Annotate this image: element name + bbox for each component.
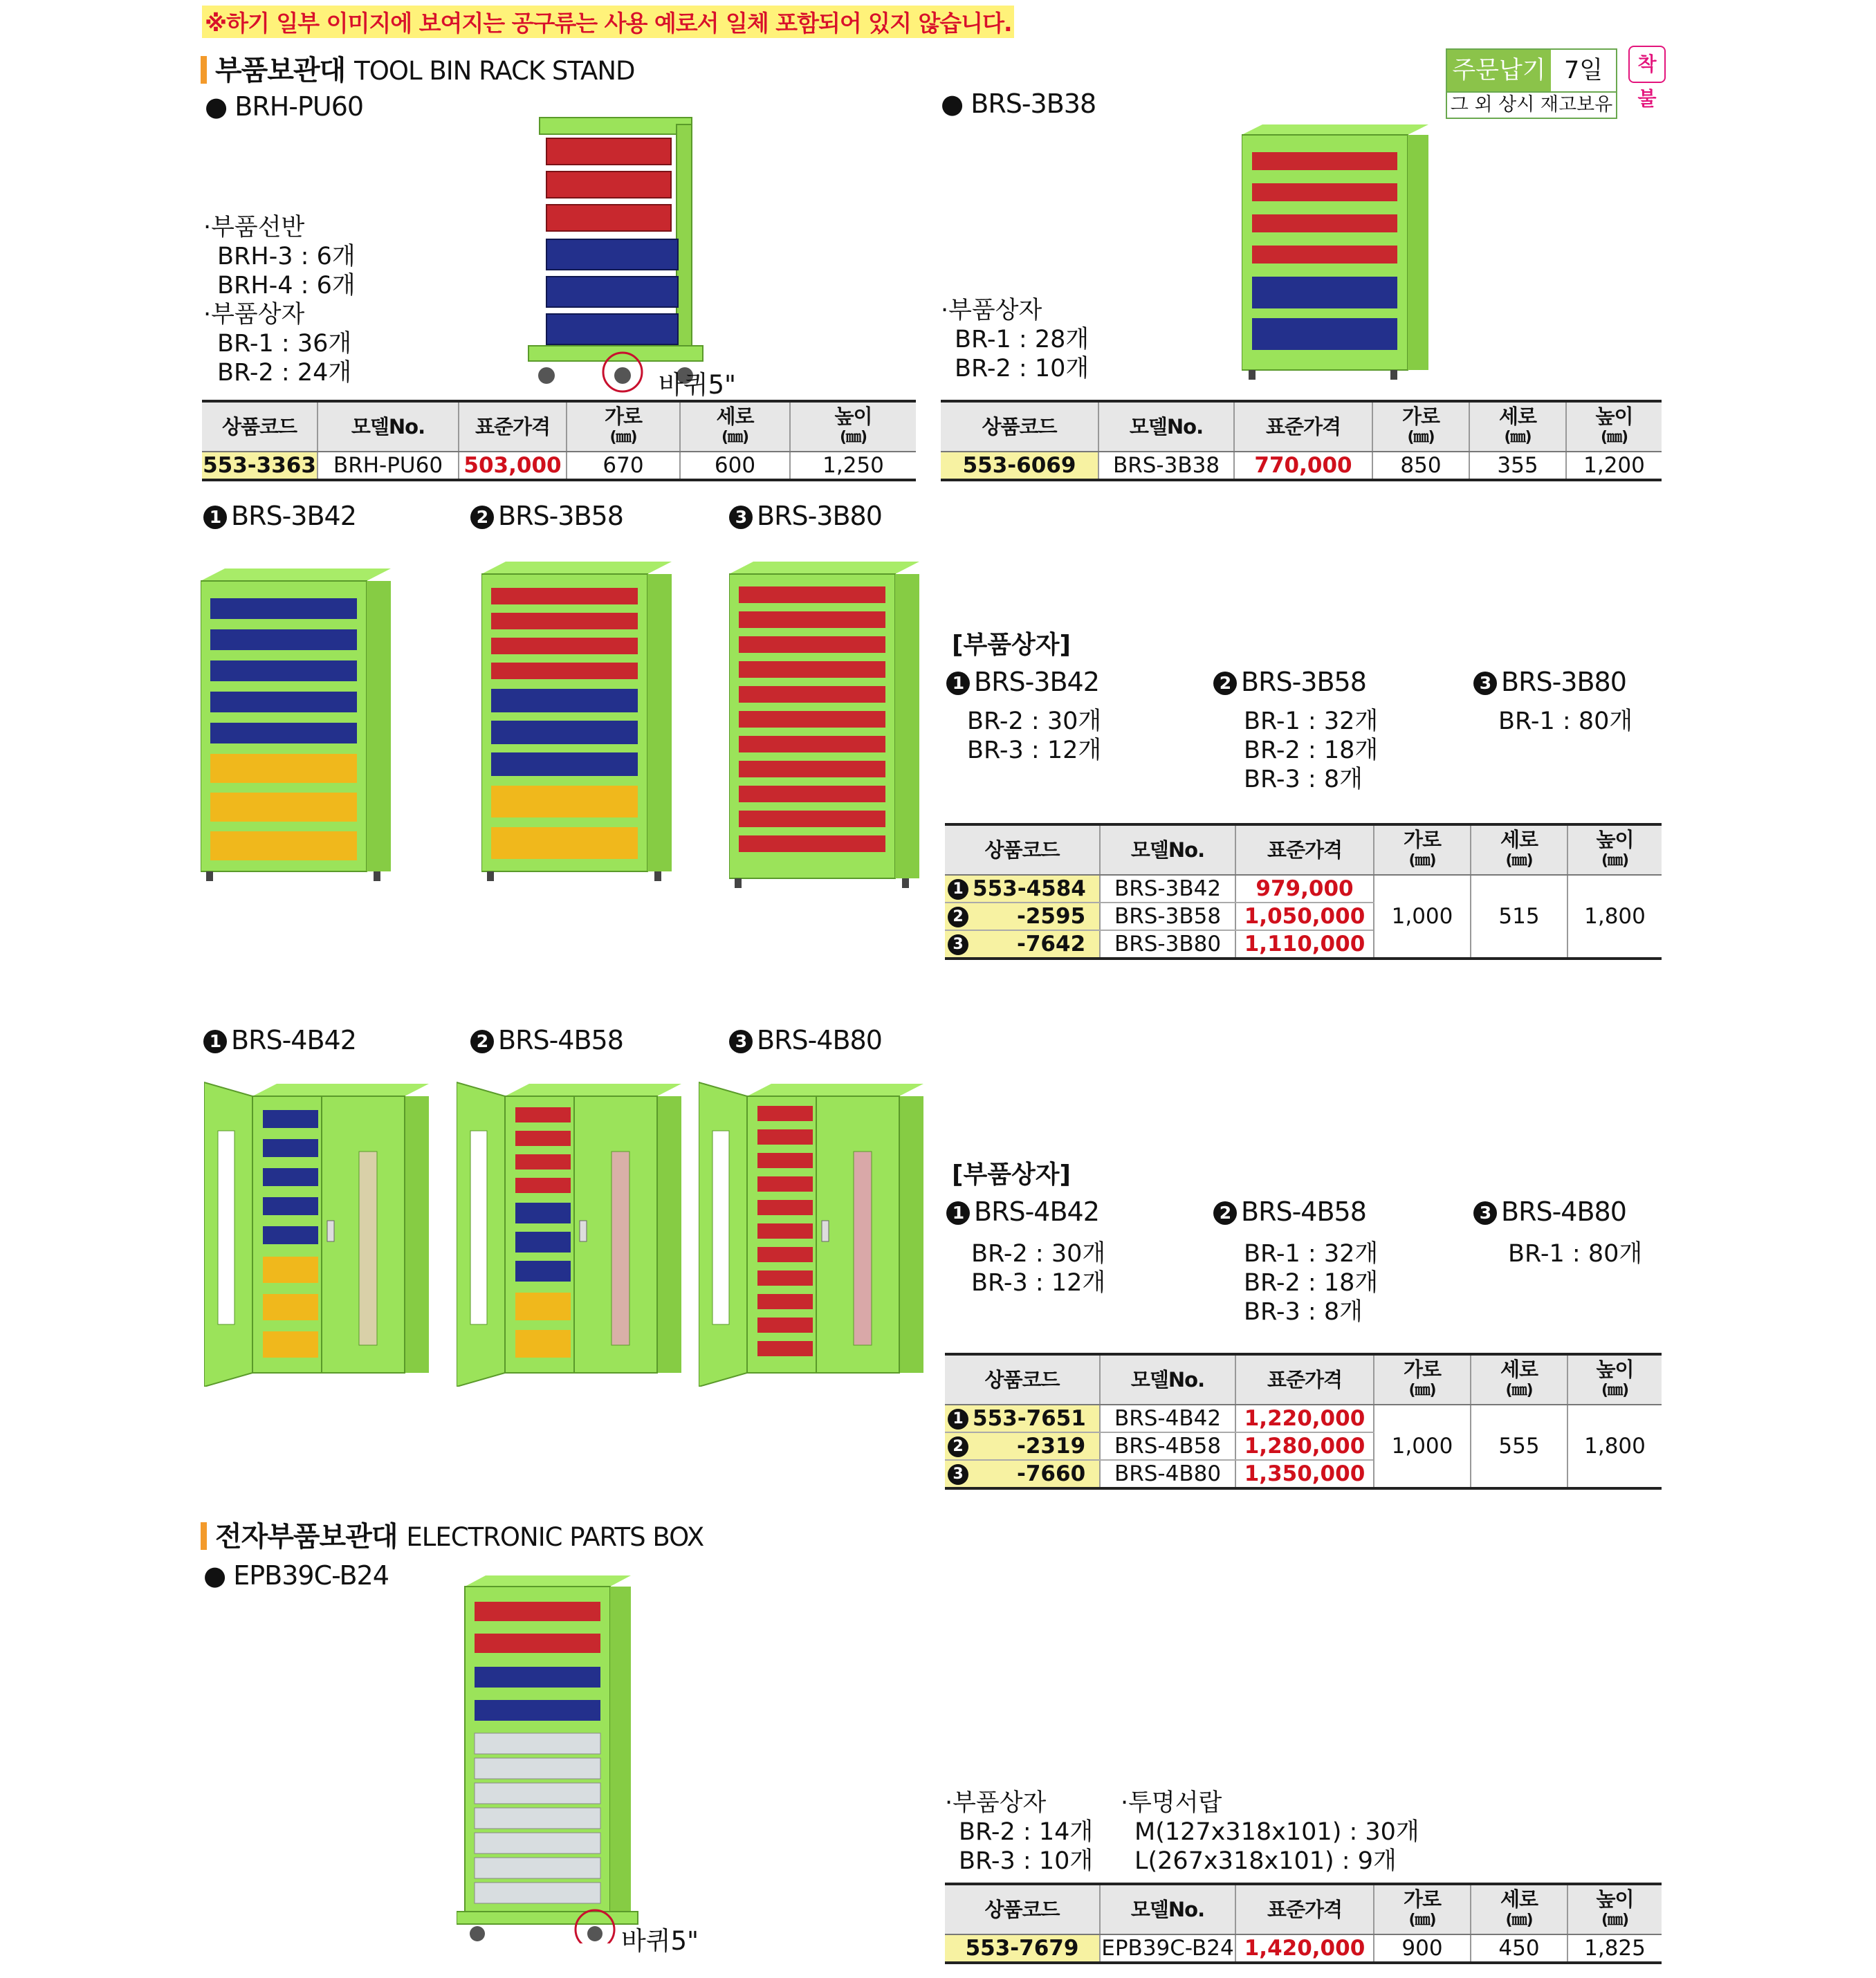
row-num: 1: [948, 1409, 968, 1430]
th-h-label: 높이: [1596, 1887, 1634, 1911]
th-price: 표준가격: [459, 401, 567, 452]
spec-line: ·부품선반: [203, 214, 305, 241]
price: 979,000: [1235, 875, 1374, 903]
model-name: BRH-PU60: [234, 91, 364, 122]
model-no: BRS-3B80: [1100, 930, 1235, 959]
price: 1,110,000: [1235, 930, 1374, 959]
model-name: BRS-3B42: [231, 501, 356, 531]
num-3: 3: [729, 506, 753, 529]
th-d-label: 세로: [716, 404, 754, 428]
th-unit: (㎜): [1407, 428, 1435, 446]
depth: 515: [1471, 875, 1567, 959]
model-name: BRS-3B80: [757, 501, 882, 531]
spec-epb-bins: [945, 1788, 1093, 1876]
depth: 600: [680, 452, 790, 480]
th-model: 모델No.: [318, 401, 459, 452]
table-row: [945, 875, 1662, 903]
model-no: EPB39C-B24: [1100, 1934, 1235, 1963]
code-text: 553-4584: [973, 876, 1086, 901]
bins4-model-1: [946, 1196, 1099, 1227]
th-unit: (㎜): [1601, 1381, 1629, 1399]
th-d: [1471, 1354, 1567, 1405]
bin-line: BR-1 : 32개: [1244, 1240, 1379, 1268]
row-num: 3: [948, 934, 968, 955]
model-no: BRS-3B38: [1098, 452, 1234, 480]
table-brs-3b38: [941, 400, 1662, 481]
th-w: [1374, 1884, 1471, 1934]
bins4-list-3: [1508, 1239, 1642, 1268]
bins-model-3: [1473, 667, 1626, 697]
spec-line: ·투명서랍: [1121, 1789, 1222, 1817]
width: 1,000: [1374, 875, 1471, 959]
th-h-label: 높이: [1596, 1357, 1634, 1381]
wheel-label-epb: 바퀴5": [621, 1926, 699, 1956]
num-3: 3: [729, 1030, 753, 1053]
model-no: BRH-PU60: [318, 452, 459, 480]
table-group4: [945, 1353, 1662, 1490]
code-text: -2595: [1017, 904, 1086, 929]
delivery-badge: [1446, 48, 1617, 119]
th-d: [1469, 401, 1566, 452]
num-3: 3: [1473, 1201, 1497, 1225]
title-en: ELECTRONIC PARTS BOX: [406, 1522, 704, 1552]
depth: 555: [1471, 1405, 1567, 1488]
model-no: BRS-3B42: [1100, 875, 1235, 903]
row-num: 2: [948, 1436, 968, 1457]
num-2: 2: [470, 1030, 494, 1053]
spec-line: BR-1 : 36개: [217, 330, 352, 358]
cabinet-brs-4b80-image: [699, 1075, 927, 1387]
model-name: BRS-4B42: [974, 1196, 1099, 1227]
th-code: 상품코드: [941, 401, 1098, 452]
num-2: 2: [1213, 672, 1237, 695]
delivery-label: 주문납기: [1447, 50, 1551, 91]
bin-line: BR-3 : 8개: [1244, 1298, 1363, 1326]
title-ko: 전자부품보관대: [215, 1521, 398, 1553]
spec-line: BRH-4 : 6개: [217, 272, 356, 299]
table-brh: [202, 400, 916, 481]
bins-list-3: [1498, 707, 1633, 736]
price: 1,220,000: [1235, 1405, 1374, 1432]
bins4-list-2: [1244, 1239, 1378, 1327]
th-w: [567, 401, 680, 452]
th-w: [1374, 824, 1471, 875]
model-no: BRS-4B42: [1100, 1405, 1235, 1432]
spec-line: BR-3 : 10개: [959, 1847, 1094, 1875]
th-price: 표준가격: [1235, 1884, 1374, 1934]
bin-line: BR-2 : 30개: [967, 708, 1102, 735]
spec-line: BRH-3 : 6개: [217, 243, 356, 270]
section-title-tool-bin: [201, 48, 635, 88]
table-row: [945, 1405, 1662, 1432]
row-num: 2: [948, 907, 968, 927]
bin-line: BR-3 : 12개: [967, 737, 1102, 764]
num-2: 2: [470, 506, 494, 529]
bin-line: BR-3 : 8개: [1244, 766, 1363, 793]
notice: ※하기 일부 이미지에 보여지는 공구류는 사용 예로서 일체 포함되어 있지 않습니다.: [202, 6, 1014, 38]
bin-line: BR-3 : 12개: [971, 1269, 1106, 1297]
model-name-4-2: [470, 1025, 623, 1055]
spec-brh: [203, 213, 356, 387]
height: 1,825: [1567, 1934, 1662, 1963]
code-text: 553-7651: [973, 1406, 1086, 1431]
title-en: TOOL BIN RACK STAND: [354, 56, 635, 86]
price: 503,000: [459, 452, 567, 480]
num-1: 1: [203, 506, 227, 529]
width: 850: [1372, 452, 1469, 480]
spec-line: BR-2 : 24개: [217, 359, 352, 387]
th-w: [1374, 1354, 1471, 1405]
row-num: 1: [948, 879, 968, 900]
bin-line: BR-2 : 18개: [1244, 1269, 1379, 1297]
depth: 450: [1471, 1934, 1567, 1963]
num-3: 3: [1473, 672, 1497, 695]
height: 1,250: [790, 452, 916, 480]
cabinet-brs-3b42-image: [201, 567, 394, 885]
model-name: BRS-4B42: [231, 1025, 356, 1055]
table-row: [202, 452, 916, 480]
electronic-parts-box-image: [457, 1570, 657, 1943]
bins-title-3: [부품상자]: [952, 631, 1072, 659]
th-w-label: 가로: [1403, 827, 1442, 851]
bins4-list-1: [971, 1239, 1105, 1297]
th-unit: (㎜): [1408, 1911, 1436, 1929]
product-code: [945, 1405, 1100, 1432]
th-h: [1567, 1884, 1662, 1934]
delivery-days: 7일: [1551, 50, 1616, 91]
spec-line: ·부품상자: [203, 301, 305, 329]
spec-brs-3b38: [941, 296, 1089, 383]
th-code: 상품코드: [945, 1884, 1100, 1934]
model-name-4-1: [203, 1025, 356, 1055]
th-model: 모델No.: [1098, 401, 1234, 452]
th-d-label: 세로: [1500, 1357, 1538, 1381]
bins4-model-3: [1473, 1196, 1626, 1227]
row-num: 3: [948, 1464, 968, 1485]
th-d: [1471, 824, 1567, 875]
bin-line: BR-1 : 32개: [1244, 708, 1379, 735]
product-code: [945, 903, 1100, 930]
table-row: [941, 452, 1662, 480]
title-ko: 부품보관대: [215, 55, 346, 86]
cabinet-brs-3b38-image: [1242, 121, 1428, 384]
spec-line: BR-2 : 10개: [955, 355, 1089, 382]
th-w-label: 가로: [1401, 404, 1440, 428]
th-h: [1566, 401, 1662, 452]
product-code: 553-3363: [202, 452, 318, 480]
th-unit: (㎜): [1504, 428, 1532, 446]
height: 1,800: [1567, 875, 1662, 959]
price: 1,350,000: [1235, 1460, 1374, 1488]
model-brh-pu60: ● BRH-PU60: [205, 91, 364, 122]
spec-line: L(267x318x101) : 9개: [1134, 1847, 1397, 1875]
model-name: BRS-3B80: [1501, 667, 1626, 697]
th-h: [790, 401, 916, 452]
width: 900: [1374, 1934, 1471, 1963]
th-model: 모델No.: [1100, 1884, 1235, 1934]
code-text: -2319: [1017, 1434, 1086, 1459]
th-d: [680, 401, 790, 452]
spec-epb-drawers: [1121, 1788, 1419, 1876]
code-text: -7660: [1017, 1461, 1086, 1486]
price: 1,280,000: [1235, 1432, 1374, 1460]
num-1: 1: [946, 672, 970, 695]
model-name: BRS-3B42: [974, 667, 1099, 697]
product-code: [945, 1432, 1100, 1460]
price: 770,000: [1234, 452, 1372, 480]
height: 1,200: [1566, 452, 1662, 480]
cabinet-brs-3b80-image: [729, 560, 923, 892]
bins-title-4: [부품상자]: [952, 1161, 1072, 1189]
model-name: BRS-4B80: [757, 1025, 882, 1055]
bins4-model-2: [1213, 1196, 1366, 1227]
spec-line: BR-1 : 28개: [955, 326, 1089, 353]
num-1: 1: [946, 1201, 970, 1225]
spec-line: BR-2 : 14개: [959, 1818, 1094, 1846]
rack-stand-image: [519, 104, 712, 394]
product-code: 553-6069: [941, 452, 1098, 480]
th-h: [1567, 1354, 1662, 1405]
spec-line: ·부품상자: [941, 297, 1042, 324]
width: 670: [567, 452, 680, 480]
model-name-4-3: [729, 1025, 882, 1055]
bin-line: BR-1 : 80개: [1508, 1240, 1643, 1268]
cabinet-brs-4b42-image: [204, 1075, 432, 1387]
delivery-note: 그 외 상시 재고보유: [1446, 93, 1617, 119]
th-unit: (㎜): [1505, 1381, 1533, 1399]
model-name: BRS-3B58: [498, 501, 623, 531]
th-w-label: 가로: [1403, 1887, 1442, 1911]
model-name: BRS-4B58: [1241, 1196, 1366, 1227]
width: 1,000: [1374, 1405, 1471, 1488]
th-unit: (㎜): [1408, 1381, 1436, 1399]
th-unit: (㎜): [1601, 851, 1629, 869]
th-unit: (㎜): [721, 428, 749, 446]
model-epb39c-b24: ● EPB39C-B24: [203, 1560, 389, 1591]
th-d-label: 세로: [1500, 827, 1538, 851]
bins-list-1: [967, 707, 1101, 765]
num-2: 2: [1213, 1201, 1237, 1225]
section-title-electronic: [201, 1515, 704, 1554]
product-code: 553-7679: [945, 1934, 1100, 1963]
cod-badge: 착불: [1628, 46, 1666, 83]
model-no: BRS-3B58: [1100, 903, 1235, 930]
th-unit: (㎜): [1505, 851, 1533, 869]
num-1: 1: [203, 1030, 227, 1053]
cabinet-brs-4b58-image: [457, 1075, 685, 1387]
model-name-1: [203, 501, 356, 531]
table-group3: [945, 823, 1662, 960]
th-unit: (㎜): [1505, 1911, 1533, 1929]
bin-line: BR-2 : 18개: [1244, 737, 1379, 764]
th-d-label: 세로: [1498, 404, 1537, 428]
spec-line: M(127x318x101) : 30개: [1134, 1818, 1419, 1846]
th-unit: (㎜): [1600, 428, 1628, 446]
th-w-label: 가로: [604, 404, 643, 428]
th-code: 상품코드: [945, 1354, 1100, 1405]
product-code: [945, 1460, 1100, 1488]
th-d: [1471, 1884, 1567, 1934]
price: 1,420,000: [1235, 1934, 1374, 1963]
height: 1,800: [1567, 1405, 1662, 1488]
th-code: 상품코드: [945, 824, 1100, 875]
th-code: 상품코드: [202, 401, 318, 452]
bins-list-2: [1244, 707, 1378, 794]
product-code: [945, 930, 1100, 959]
th-price: 표준가격: [1235, 1354, 1374, 1405]
bins-model-2: [1213, 667, 1366, 697]
th-unit: (㎜): [609, 428, 637, 446]
cabinet-brs-3b58-image: [481, 560, 675, 885]
th-price: 표준가격: [1234, 401, 1372, 452]
model-brs-3b38: ● BRS-3B38: [941, 89, 1096, 119]
title-bar: [201, 1522, 207, 1550]
model-name: BRS-4B58: [498, 1025, 623, 1055]
th-unit: (㎜): [1601, 1911, 1629, 1929]
th-h-label: 높이: [1595, 404, 1633, 428]
model-no: BRS-4B58: [1100, 1432, 1235, 1460]
th-unit: (㎜): [1408, 851, 1436, 869]
model-name-3: [729, 501, 882, 531]
th-unit: (㎜): [839, 428, 867, 446]
bin-line: BR-1 : 80개: [1498, 708, 1633, 735]
table-row: [945, 1934, 1662, 1963]
th-d-label: 세로: [1500, 1887, 1538, 1911]
th-model: 모델No.: [1100, 824, 1235, 875]
model-name-2: [470, 501, 623, 531]
th-w-label: 가로: [1403, 1357, 1442, 1381]
title-bar: [201, 56, 207, 84]
product-code: [945, 875, 1100, 903]
depth: 355: [1469, 452, 1566, 480]
bins-model-1: [946, 667, 1099, 697]
table-epb: [945, 1883, 1662, 1964]
th-w: [1372, 401, 1469, 452]
spec-line: ·부품상자: [945, 1789, 1047, 1817]
wheel-label: 바퀴5": [659, 370, 737, 400]
model-no: BRS-4B80: [1100, 1460, 1235, 1488]
model-name: BRS-3B38: [971, 89, 1096, 119]
price: 1,050,000: [1235, 903, 1374, 930]
th-h: [1567, 824, 1662, 875]
th-h-label: 높이: [834, 404, 872, 428]
model-name: EPB39C-B24: [233, 1560, 389, 1591]
th-model: 모델No.: [1100, 1354, 1235, 1405]
th-price: 표준가격: [1235, 824, 1374, 875]
code-text: -7642: [1017, 932, 1086, 956]
model-name: BRS-4B80: [1501, 1196, 1626, 1227]
model-name: BRS-3B58: [1241, 667, 1366, 697]
th-h-label: 높이: [1596, 827, 1634, 851]
bin-line: BR-2 : 30개: [971, 1240, 1106, 1268]
